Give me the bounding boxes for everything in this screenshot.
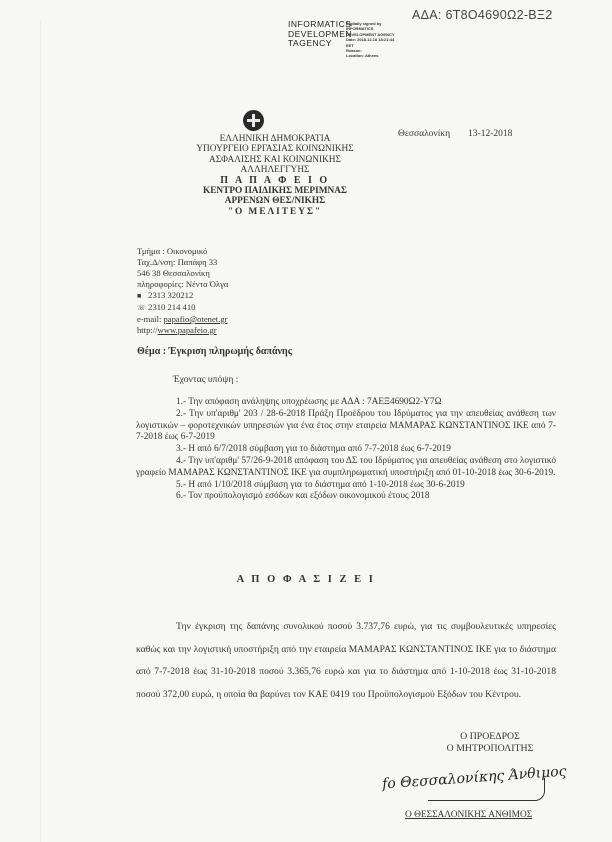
contact-person: πληροφορίες: Νέντα Όλγα bbox=[137, 279, 229, 289]
department: Τμήμα : Οικονομικό bbox=[137, 246, 208, 256]
fax: 2310 214 410 bbox=[148, 302, 196, 312]
center-name: ΑΡΡΕΝΩΝ ΘΕΣ/ΝΙΚΗΣ bbox=[224, 196, 326, 207]
fax-icon: ☏ bbox=[137, 304, 146, 312]
consideration-item: 1.- Την απόφαση ανάληψης υποχρέωσης με ΑΔΑ : 7ΑΕΞ4690Ω2-Υ7Ω bbox=[176, 397, 442, 407]
signatory-block bbox=[400, 731, 580, 755]
email-link[interactable]: papafio@otenet.gr bbox=[163, 314, 228, 324]
signature-stamp-line: Date: 2018.12.18 18:21:44 bbox=[346, 37, 395, 43]
letterhead-line: ΑΣΦΑΛΙΣΗΣ ΚΑΙ ΚΟΙΝΩΝΙΚΗΣ bbox=[209, 154, 341, 165]
greek-emblem-icon bbox=[243, 110, 264, 131]
decides-heading: Α Π Ο Φ Α Σ Ι Ζ Ε Ι bbox=[236, 574, 376, 585]
consideration-item: 3.- Η από 6/7/2018 σύμβαση για το διάστημα από 7-7-2018 έως 6-7-2019 bbox=[176, 444, 451, 455]
letterhead-line: ΕΛΛΗΝΙΚΗ ΔΗΜΟΚΡΑΤΙΑ bbox=[219, 134, 331, 144]
consideration-item: 5.- Η από 1/10/2018 σύμβαση για το διάστημα από 1-10-2018 έως 30-6-2019 bbox=[176, 479, 465, 490]
signature-stamp-line: Reason: bbox=[346, 48, 362, 54]
signatory-title: Ο ΠΡΟΕΔΡΟΣ bbox=[460, 731, 520, 742]
decision-text: Την έγκριση της δαπάνης συνολικού ποσού 3.737,76 ευρώ, για τις συμβουλευτικές υπηρεσίες καθώς και την λογιστική υποστήριξη από την εταιρεία ΜΑΜΑΡΑΣ ΚΩΝΣΤΑΝΤΙΝΟΣ ΙΚΕ για το διάστημα από 7-7-2018 έως 31-10-2018 ποσού 3.365,76 ευρώ και για το διάστημα από 1-10-2018 έως 31-10-2018 ποσού 372,00 ευρώ, η οποία θα βαρύνει τον ΚΑΕ 0419 του Προϋπολογισμού Εξόδων του Κέντρου. bbox=[136, 621, 556, 700]
signature-flourish bbox=[428, 778, 545, 801]
signatory-role: Ο ΜΗΤΡΟΠΟΛΙΤΗΣ bbox=[446, 743, 534, 754]
web-row bbox=[137, 325, 228, 336]
web-link[interactable]: www.papafeio.gr bbox=[157, 325, 217, 335]
agency-line: INFORMATICS bbox=[288, 19, 352, 29]
institution-name: Π Α Π Α Φ Ε Ι Ο bbox=[220, 174, 330, 186]
contact-block bbox=[137, 246, 228, 336]
decision-body bbox=[136, 616, 556, 706]
consideration-item: 2.- Την υπ'αριθμ' 203 / 28-6-2018 Πράξη Προέδρου του Ιδρύματος για την απευθείας ανάθεση των λογιστικών – φοροτεχνικών υπηρεσιών για ένα έτος στην εταιρεία ΜΑΜΑΡΑΣ ΚΩΝΣΤΑΝΤΙΝΟΣ ΙΚΕ από 7-7-2018 έως 6-7-2019 bbox=[136, 408, 556, 443]
considerations-list bbox=[136, 397, 556, 503]
place: Θεσσαλονίκη bbox=[398, 129, 451, 139]
date: 13-12-2018 bbox=[468, 129, 513, 139]
digital-signature-stamp bbox=[346, 21, 395, 59]
agency-line: DEVELOPMEN bbox=[288, 28, 353, 39]
email-row bbox=[137, 314, 228, 325]
signature-stamp-line: INFORMATICS bbox=[346, 26, 374, 32]
cross-icon bbox=[247, 114, 260, 127]
phone-icon: ■ bbox=[137, 292, 142, 300]
center-name: ΚΕΝΤΡΟ ΠΑΙΔΙΚΗΣ ΜΕΡΙΜΝΑΣ bbox=[202, 186, 347, 197]
subject-line: Θέμα : Έγκριση πληρωμής δαπάνης bbox=[137, 346, 292, 357]
web-label: http:// bbox=[137, 325, 158, 335]
consideration-item: 6.- Τον προϋπολογισμό εσόδων και εξόδων οικονομικού έτους 2018 bbox=[176, 491, 430, 502]
handwritten-signature: fo Θεσσαλονίκης Άνθιμος bbox=[381, 763, 568, 793]
signature-stamp-line: Digitally signed by bbox=[346, 21, 382, 26]
agency-stamp bbox=[288, 20, 352, 49]
scan-edge bbox=[40, 20, 41, 842]
address: Ταχ.Δ/νση: Παπάφη 33 bbox=[137, 257, 218, 267]
letterhead bbox=[150, 134, 400, 217]
agency-line: TAGENCY bbox=[288, 38, 332, 48]
ada-number: ΑΔΑ: 6Τ8Ο4690Ω2-ΒΞ2 bbox=[412, 8, 553, 22]
center-alias: "Ο ΜΕΛΙΤΕΥΣ" bbox=[227, 206, 323, 217]
consideration-item: 4.- Την υπ'αριθμ' 57/26-9-2018 απόφαση του ΔΣ του Ιδρύματος για απευθείας ανάθεση στο λογιστικό γραφείο ΜΑΜΑΡΑΣ ΚΩΝΣΤΑΝΤΙΝΟΣ ΙΚΕ για συμπληρωματική υποστήριξη από 01-10-2018 έως 30-6-2019. bbox=[136, 455, 556, 478]
place-date bbox=[398, 129, 512, 139]
considering-heading: Έχοντας υπόψη : bbox=[173, 374, 239, 385]
phone-row bbox=[137, 290, 228, 302]
signature-stamp-line: EET bbox=[346, 42, 354, 48]
postal-code: 546 38 Θεσσαλονίκη bbox=[137, 268, 210, 278]
letterhead-line: ΑΛΛΗΛΕΓΓΥΗΣ bbox=[240, 165, 310, 176]
phone: 2313 320212 bbox=[148, 290, 194, 300]
signature-stamp-line: DEVELOPMENT AGENCY bbox=[346, 31, 395, 37]
letterhead-line: ΥΠΟΥΡΓΕΙΟ ΕΡΓΑΣΙΑΣ ΚΟΙΝΩΝΙΚΗΣ bbox=[196, 144, 354, 155]
signer-name: Ο ΘΕΣΣΑΛΟΝΙΚΗΣ ΑΝΘΙΜΟΣ bbox=[405, 810, 533, 820]
email-label: e-mail: bbox=[137, 314, 164, 324]
signature-stamp-line: Location: Athens bbox=[346, 53, 379, 59]
fax-row bbox=[137, 302, 228, 314]
